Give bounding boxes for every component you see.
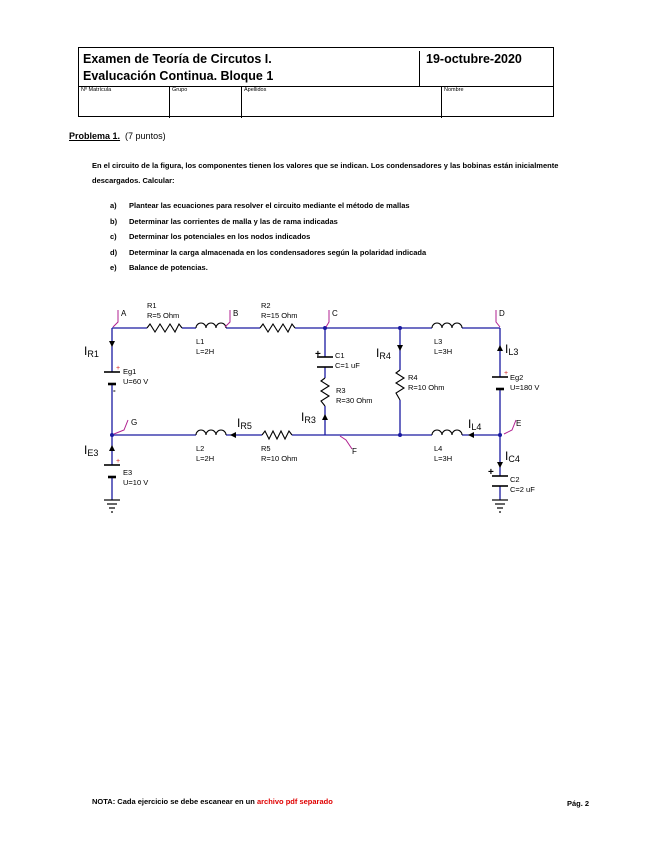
resistor-R5 (262, 431, 292, 439)
polarity-C1: + (315, 349, 321, 360)
value-L1: L=2H (196, 347, 215, 356)
label-R3: R3 (336, 386, 346, 395)
ground-left (104, 500, 120, 512)
list-item: a) Plantear las ecuaciones para resolver el circuito mediante el método de mallas (110, 201, 410, 210)
problem-label: Problema 1. (69, 131, 121, 141)
value-R5: R=10 Ohm (261, 454, 298, 463)
current-IL4: IL4 (468, 417, 482, 432)
inductor-L3 (432, 323, 462, 328)
label-L2: L2 (196, 444, 205, 453)
svg-text:+: + (504, 370, 509, 377)
page-number: Pág. 2 (567, 799, 590, 808)
problem-intro: En el circuito de la figura, los componentes tienen los valores que se indican. Los condensadores y las bobinas están inicialmente descargados. Calcular: (92, 161, 559, 185)
inductor-L2 (196, 430, 226, 435)
list-item: d) Determinar la carga almacenada en los condensadores según la polaridad indicada (110, 247, 427, 257)
footer-note (92, 797, 333, 806)
capacitor-C2 (492, 476, 508, 486)
node-C: C (332, 309, 338, 318)
source-E3 (104, 465, 120, 477)
value-R2: R=15 Ohm (261, 311, 298, 320)
field-grupo: Grupo (169, 87, 241, 118)
resistor-R3 (321, 378, 329, 406)
label-L4: L4 (434, 444, 443, 453)
current-IC4: IC4 (505, 449, 520, 464)
node-E: E (516, 419, 522, 428)
value-L2: L=2H (196, 454, 215, 463)
node-D: D (499, 309, 505, 318)
node-B: B (233, 309, 239, 318)
value-L3: L=3H (434, 347, 453, 356)
svg-text:+: + (116, 365, 121, 372)
value-C1: C=1 uF (335, 361, 360, 370)
value-E3: U=10 V (123, 478, 149, 487)
title-line-2: Evalucación Continua. Bloque 1 (83, 69, 274, 83)
exam-date: 19-octubre-2020 (419, 51, 554, 87)
inductor-L1 (196, 323, 226, 328)
inductor-L4 (432, 430, 462, 435)
current-IL3: IL3 (505, 342, 519, 357)
label-R2: R2 (261, 301, 271, 310)
node-G: G (131, 418, 138, 427)
label-R4: R4 (408, 373, 418, 382)
label-R5: R5 (261, 444, 271, 453)
value-R1: R=5 Ohm (147, 311, 180, 320)
list-item: c) Determinar los potenciales en los nodos indicados (110, 232, 311, 241)
label-Eg1: Eg1 (123, 367, 137, 376)
field-apellidos: Apellidos (241, 87, 441, 118)
resistor-R2 (260, 324, 295, 332)
current-IR3: IR3 (301, 410, 316, 425)
node-F: F (352, 447, 357, 456)
polarity-C2: + (488, 467, 494, 478)
current-IE3: IE3 (84, 443, 99, 458)
svg-text:+: + (116, 458, 121, 465)
value-Eg2: U=180 V (510, 383, 540, 392)
source-Eg1 (104, 372, 120, 384)
current-IR5: IR5 (237, 416, 252, 431)
current-IR4: IR4 (376, 346, 391, 361)
title-line-1: Examen de Teoría de Circutos I. (83, 52, 272, 66)
value-R4: R=10 Ohm (408, 383, 445, 392)
label-Eg2: Eg2 (510, 373, 524, 382)
current-IR1: IR1 (84, 344, 99, 359)
label-E3: E3 (123, 468, 133, 477)
label-L3: L3 (434, 337, 443, 346)
field-matricula: Nº Matrícula (81, 87, 112, 93)
source-Eg2 (492, 377, 508, 389)
footer-note-text: NOTA: Cada ejercicio se debe escanear en un (92, 797, 255, 806)
footer-note-highlight: archivo pdf separado (256, 797, 333, 806)
list-item: b) Determinar las corrientes de malla y las de rama indicadas (110, 216, 338, 226)
value-R3: R=30 Ohm (336, 396, 373, 405)
value-C2: C=2 uF (510, 485, 535, 494)
resistor-R1 (147, 324, 182, 332)
field-nombre: Nombre (441, 87, 555, 118)
polarity-Eg1-minus: - (113, 386, 116, 395)
problem-points: (7 puntos) (125, 131, 166, 141)
label-C1: C1 (335, 351, 345, 360)
resistor-R4 (396, 370, 404, 400)
value-L4: L=3H (434, 454, 453, 463)
value-Eg1: U=60 V (123, 377, 149, 386)
list-item: e) Balance de potencias. (110, 263, 208, 272)
label-L1: L1 (196, 337, 205, 346)
label-C2: C2 (510, 475, 520, 484)
ground-right (492, 500, 508, 512)
label-R1: R1 (147, 301, 157, 310)
node-A: A (121, 309, 127, 318)
